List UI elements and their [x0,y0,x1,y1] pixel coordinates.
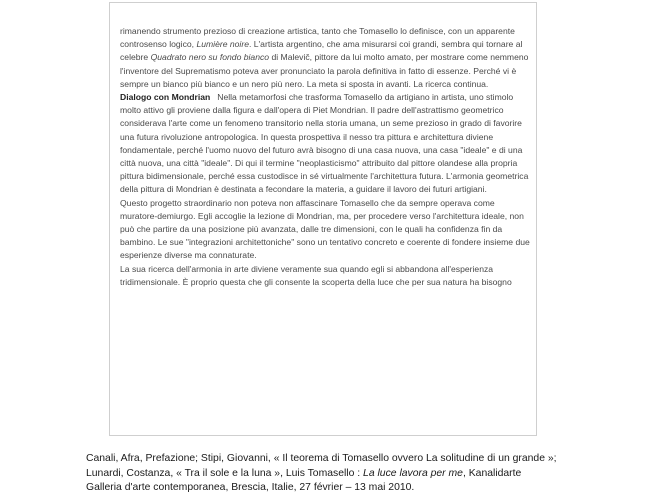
scanned-page [109,2,537,436]
paragraph-1 [120,25,532,91]
section-heading: Dialogo con Mondrian [120,92,211,103]
paragraph-4: La sua ricerca dell'armonia in arte diviene veramente sua quando egli si abbandona all'esperienza tridimensionale. È proprio questa che gli consente la scoperta della luce che per sua natura ha bisogno [120,263,512,287]
source-caption [86,452,646,496]
paragraph-2-text: Nella metamorfosi che trasforma Tomasello da artigiano in artista, uno stimolo molto attivo gli proviene dalla figura e dall'opera di Piet Mondrian. Il padre dell'astrattismo geometrico considerava l'arte come un fenomeno transitorio nella storia umana, un seme prezioso in grado di favorire una futura rivoluzione antropologica. In questa prospettiva il nesso tra pittura e architettura diviene fondamentale, perché l'uomo nuovo del futuro avrà bisogno di una casa nuova, una casa "ideale" e di una città nuova, una città "ideale". Di qui il termine "neoplasticismo" attribuito dal pittore olandese alla propria pittura bidimensionale, perché essa custodisce in sé virtualmente l'architettura futura. L'armonia geometrica della pittura di Mondrian è destinata a fecondare la materia, a guidare il lavoro dei futuri artigiani. [120,92,529,195]
paragraph-1-text-b: . L'artista argentino, che ama misurarsi coi grandi, sembra qui tornare al celebre [120,39,523,63]
caption-line-3: Galleria d'arte contemporanea, Brescia, Italie, 27 février – 13 mai 2010. [86,482,415,494]
title-lumiere-noire: Lumière noire [196,39,249,50]
paragraph-2 [120,91,532,197]
caption-line-2-a: Lunardi, Costanza, « Tra il sole e la luna », Luis Tomasello : [86,467,364,479]
title-quadrato-nero: Quadrato nero su fondo bianco [150,52,270,63]
caption-line-2 [86,467,646,482]
caption-book-title: La luce lavora per me [363,467,463,479]
caption-line-1: Canali, Afra, Prefazione; Stipi, Giovanni, « Il teorema di Tomasello ovvero La solitudine di un grande »; [86,453,557,464]
paragraph-1-text-c: di Malevič, pittore da lui molto amato, per mostrare come nemmeno l'inventore del Suprematismo poteva aver pronunciato la parola definitiva in fatto di essenze. Perché vi è sempre un bianco più bianco e un nero più nero. La meta si sposta in avanti. La ricerca continua. [120,52,529,89]
paragraph-3: Questo progetto straordinario non poteva non affascinare Tomasello che da sempre operava come muratore-demiurgo. Egli accoglie la lezione di Mondrian, ma, per procedere verso l'architettura ideale, non può che partire da una posizione più avanzata, dalle tre dimensioni, con le quali ha confidenza fin da bambino. Le sue "integrazioni architettoniche" sono un tentativo concreto e coerente di fondere insieme due esperienze diverse ma connaturate. [120,197,530,261]
article-text [120,25,532,289]
paragraph-1-text-a: rimanendo strumento prezioso di creazione artistica, tanto che Tomasello lo definisce, con un apparente controsenso logico, [120,26,515,50]
caption-line-2-b: , Kanalidarte [462,467,522,479]
